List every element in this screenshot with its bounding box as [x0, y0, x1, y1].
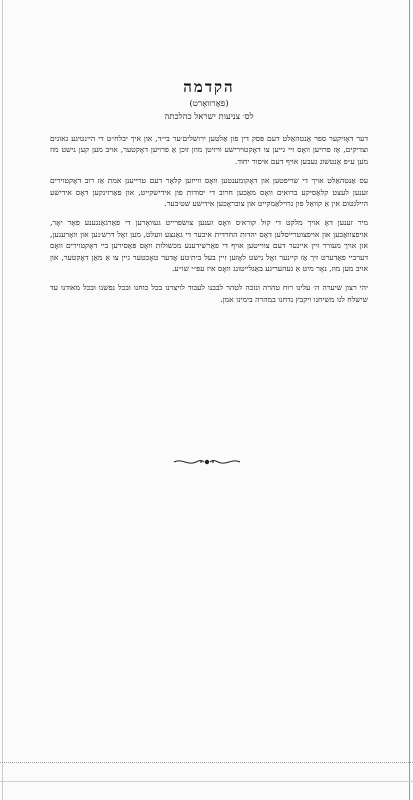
page-title: הקדמה: [183, 78, 235, 96]
right-border-line: [409, 0, 410, 800]
bottom-edge-line: [0, 781, 413, 782]
dedication-line: לס׳ צניעות ישראל כהלכתה: [164, 112, 254, 122]
paragraph-1: דער דאָזיקער ספר אַנטהאַלט דעם פּסק דין פון אַלטען ירושלים׳ער בי״ד, און איך יבלח״ט די היינטיגע גאונים וצדיקים, אַז פרויען וואָס זיי גייען צו דאָקטוירישע וויזיטן מוזן זוכן אַ פרויען דאָקטער, אויב מען קען נישט מוז מען ע״פ אַנטשוג געבען אויף דעם איסור יחוד.: [50, 134, 368, 166]
paragraph-4: יהי רצון שיערה ה׳ עלינו רוח טהרה ונזכה לטהר לבבנו לעבוד לויצרנו בכל כוחנו ובכל נפשנו ובכל מאודנו עד שישלח לנו משיחנו ויקבץ נדחנו במהרה בימינו אמן.: [50, 283, 368, 304]
paragraph-2: עס אַנטהאַלט אויך די שריפטען און דאָקומענטען וואָס ווייזען קלאָר דעם טרייענן אמת אַז רוב דאָקטוירים זענען לעצט קלאַסיקע ברואים וואָס מאַכען חרוב די יסודות פון אידישקייט, און פאַרזינקען דאָס אידישע היילגטום אין אַ קוואַל פון גרוילאַמקייט און צובראָכען אידישע שט׳בער.: [50, 176, 368, 209]
flourish-ornament-icon: [0, 456, 413, 468]
introduction-text-block: [50, 78, 368, 313]
page-subtitle: (פאָרוואָרט): [189, 99, 229, 109]
paragraph-3: מיר זענען דאָ אויך מלקט די קול קורא׳ס וואָס זענען צושפרייט געוואָרען די פאַרגאַנגענע פאָר יאָר, אויפצוואַכען און אויפצוטרייסלען דאָס יהדות החרדית איבער די גאַנצע וועלט, מען זאָל דרש׳נען און וואָרענען, און אויך מעורר זיין איינער דעם צווייטען אויף די פאַרשידענע מכשולות וואָס פּאַסירען ביי דאָקטוירים וואָס דערביי פאַדערט זיך אַז קיינער זאָל נישט לאָזען זיין בעל בית׳טע אָדער טאָכטער גיין צו אַ מאַן דאָקטער, און אויב מען מוז, נאָר מיט אַ געהעריגע באַגלייטונג וואָס איז עפּ״י שו״ע.: [50, 218, 368, 274]
left-border-line: [2, 0, 3, 800]
dotted-divider: [0, 762, 413, 764]
